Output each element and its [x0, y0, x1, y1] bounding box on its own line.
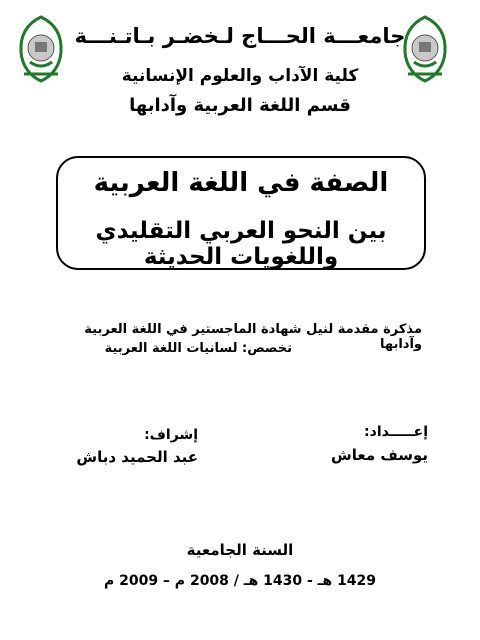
- title-line-1: الصفة في اللغة العربية: [93, 168, 389, 198]
- thesis-description: مذكرة مقدمة لنيل شهادة الماجستير في اللغة العربية وآدابها: [84, 322, 422, 352]
- title-line-2: بين النحو العربي التقليدي واللغويات الحديثة: [95, 218, 387, 270]
- supervisor-name: عبد الحميد دباش: [76, 448, 198, 466]
- faculty-name: كلية الآداب والعلوم الإنسانية: [121, 66, 359, 86]
- university-name: جامعـــة الحـــاج لـخضـر بـاتـنـــة: [74, 24, 406, 48]
- academic-year-value: 1429 هـ - 1430 هـ / 2008 م – 2009 م: [103, 573, 377, 589]
- author-label: إعـــــداد:: [364, 424, 428, 440]
- author-name: يوسف معاش: [331, 446, 428, 464]
- specialization: تخصص: لسانيات اللغة العربية: [104, 341, 292, 356]
- department-name: قسم اللغة العربية وآدابها: [129, 95, 351, 116]
- supervisor-label: إشراف:: [144, 427, 198, 443]
- academic-year-label: السنة الجامعية: [186, 541, 294, 559]
